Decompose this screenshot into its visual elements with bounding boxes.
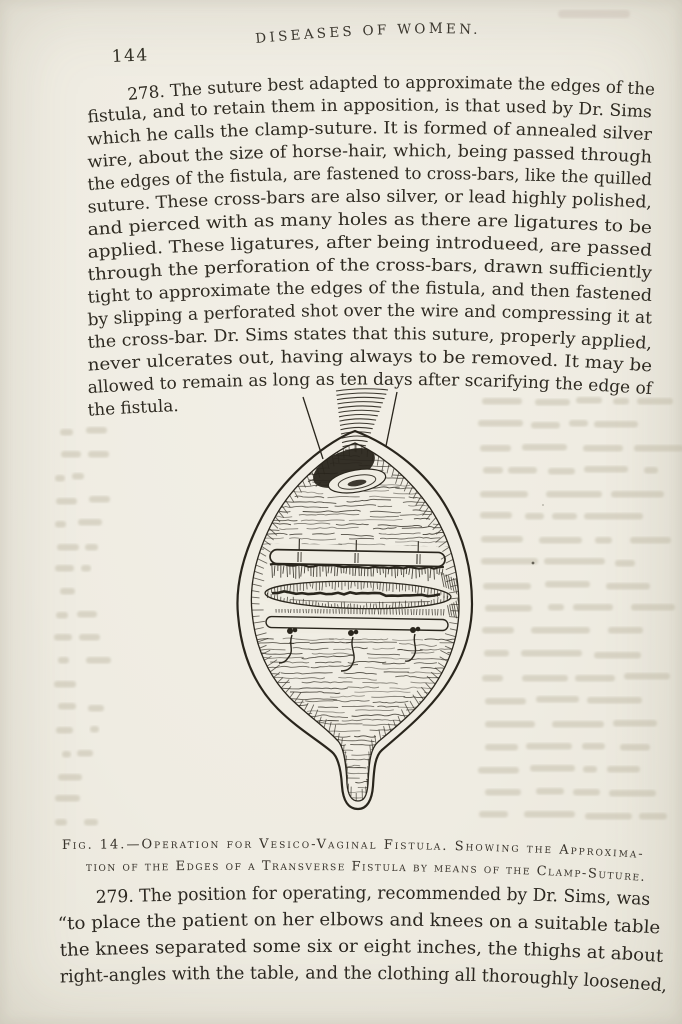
retractor-wire-right — [386, 392, 397, 446]
body-line: the cross-bar. Dr. Sims states that this suture, properly applied, — [86, 323, 653, 354]
body-line: fistula, and to retain them in apposition, is that used by Dr. Sims — [86, 94, 653, 127]
figure-caption — [62, 837, 646, 885]
body-line: wire, about the size of horse-hair, which, being passed through — [86, 140, 652, 172]
body-line: tight to approximate the edges of the fistula, and then fastened — [86, 277, 653, 307]
caption-line: tion of the Edges of a Transverse Fistula by means of the Clamp-Suture. — [85, 858, 646, 885]
body-line: through the perforation of the cross-bars, drawn sufficiently — [86, 254, 652, 285]
upper-cross-bar — [262, 538, 469, 582]
body-line: the edges of the fistula, are fastened to cross-bars, like the quilled — [86, 162, 653, 195]
body-line: right-angles with the table, and the clothing all thoroughly loosened, — [59, 963, 669, 997]
printed-text — [57, 21, 667, 996]
body-line: 279. The position for operating, recommended by Dr. Sims, was — [95, 883, 651, 911]
body-line: never ulcerates out, having always to be removed. It may be — [86, 345, 652, 376]
body-line: suture. These cross-bars are also silver, or lead highly polished, — [86, 185, 653, 217]
body-line: which he calls the clamp-suture. It is formed of annealed silver — [86, 117, 653, 150]
fistula-engraving-figure — [237, 389, 483, 809]
body-line: by slipping a perforated shot over the wire and compressing it at — [86, 300, 653, 330]
caption-line: Fig. 14.—Operation for Vesico-Vaginal Fistula. Showing the Approxima- — [61, 836, 644, 862]
body-line: allowed to remain as long as ten days after scarifying the edge of — [86, 368, 653, 399]
page-number: 144 — [111, 45, 150, 67]
body-line: 278. The suture best adapted to approximate the edges of the — [126, 71, 656, 104]
body-line: the fistula. — [86, 395, 180, 420]
body-line: the knees separated some six or eight inches, the thighs at about — [59, 936, 664, 967]
paragraph-278 — [87, 72, 656, 420]
body-line: applied. These ligatures, after being introdueed, are passed — [86, 231, 652, 262]
paragraph-279 — [57, 884, 667, 997]
retractor-wire-left — [303, 397, 323, 459]
running-header: DISEASES OF WOMEN. — [254, 21, 483, 47]
body-line: “to place the patient on her elbows and knees on a suitable table — [57, 910, 661, 939]
body-line: and pierced with as many holes as there are ligatures to be — [86, 208, 652, 240]
